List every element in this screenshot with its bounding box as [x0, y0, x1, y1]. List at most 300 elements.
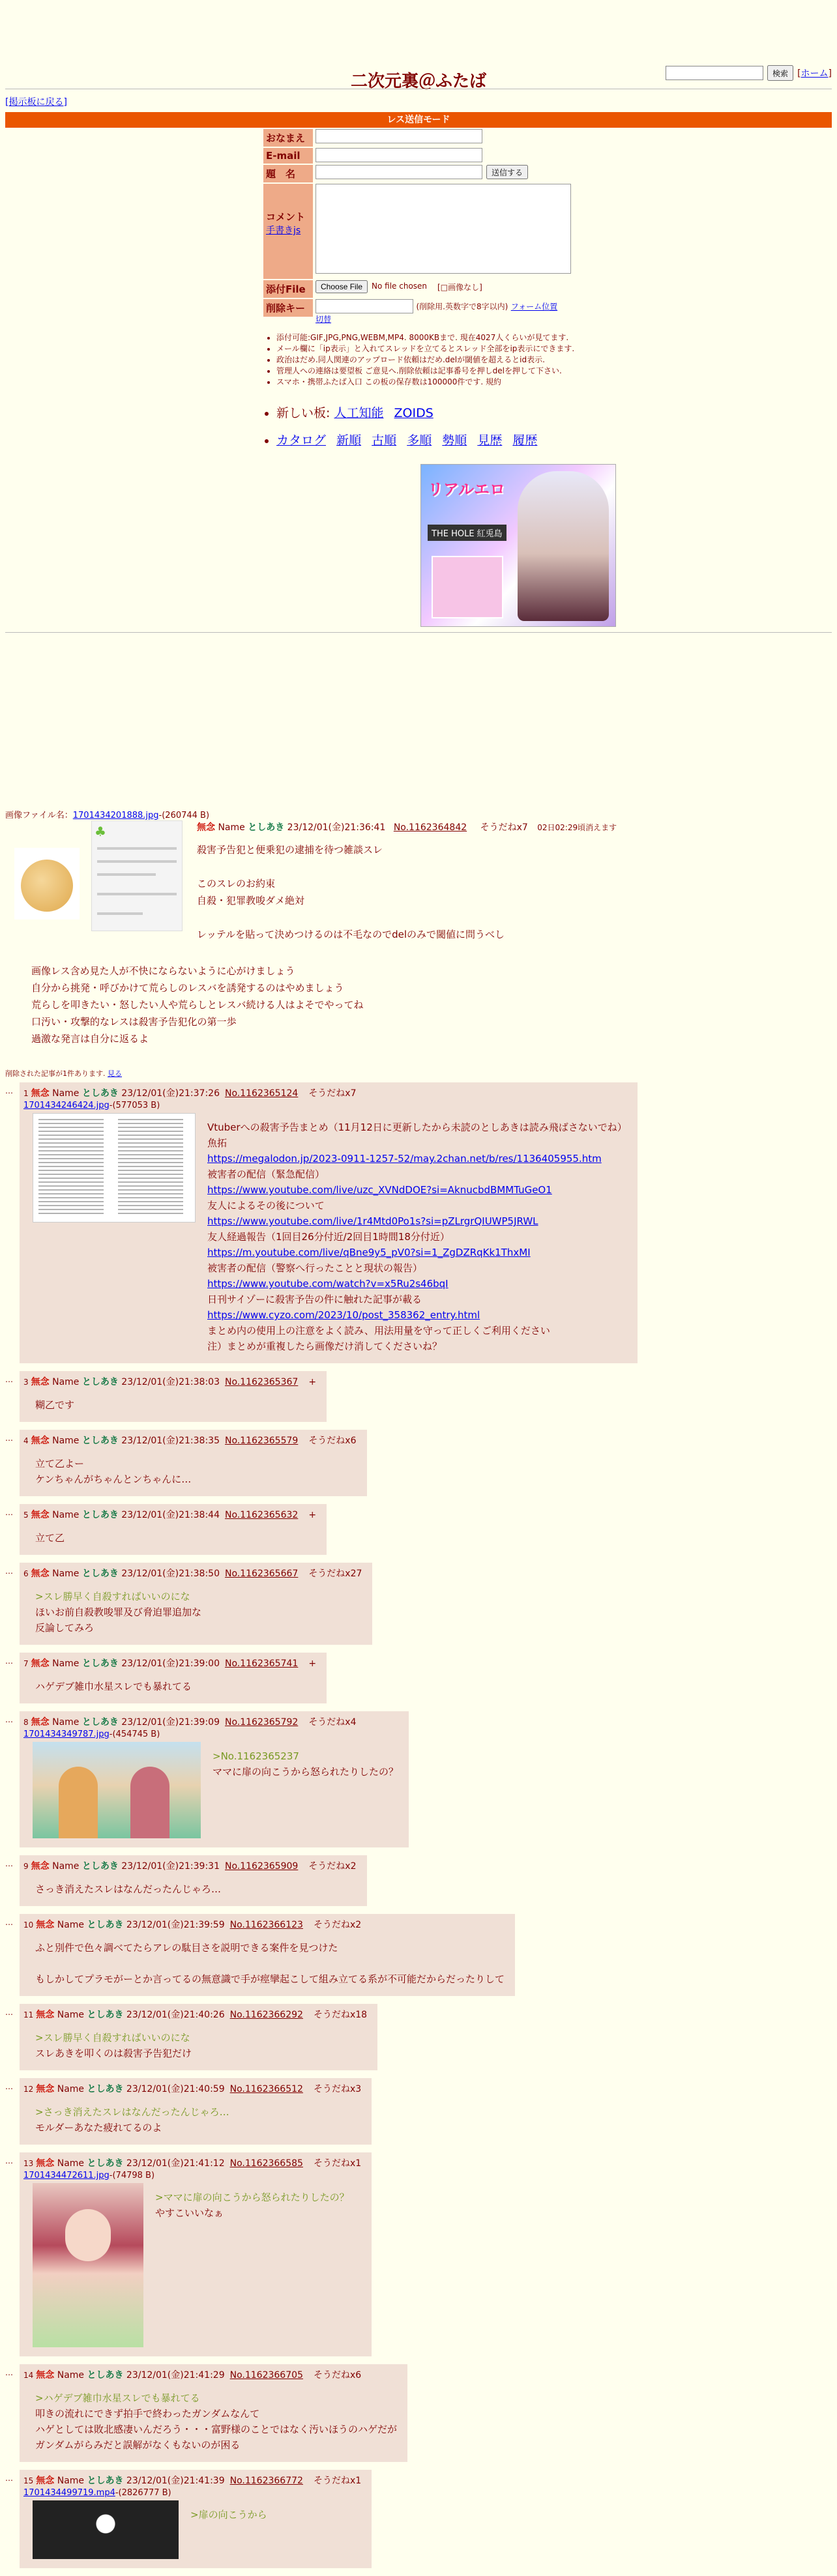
reply-index: 15	[23, 2476, 34, 2485]
post-date: 23/12/01(金)21:38:35	[118, 1436, 220, 1446]
ad-divider	[5, 632, 832, 633]
reply-item	[5, 1430, 827, 1496]
name-label: Name	[49, 1658, 82, 1669]
reply-index: 12	[23, 2085, 34, 2094]
reply-indent: …	[5, 2156, 13, 2165]
post-subject: 無念	[31, 1717, 50, 1728]
comment-quote: >スレ勝早く自殺すればいいのにな	[35, 1591, 190, 1602]
comment-line: 叩きの流れにできず拍手で終わったガンダムなんて	[35, 2408, 260, 2420]
reply-comment	[35, 1397, 316, 1413]
post-name: としあき	[81, 1436, 119, 1446]
reply-index: 5	[23, 1511, 29, 1520]
reply-comment	[35, 1456, 357, 1487]
op-comment-rules	[31, 962, 364, 1047]
sodane-button[interactable]: そうだねx3	[313, 2084, 362, 2094]
name-label: Name	[54, 2084, 87, 2094]
post-subject: 無念	[197, 822, 215, 833]
post-number[interactable]: No.1162365909	[224, 1861, 299, 1872]
rule-item: • 添付可能:GIF,JPG,PNG,WEBM,MP4. 8000KBまで. 現在4027人くらいが見てます.	[276, 332, 602, 343]
reply-index: 3	[23, 1378, 29, 1387]
reply-file-size: -(74798 B)	[109, 2171, 155, 2180]
reply-indent: …	[5, 2474, 13, 2483]
op-filename-line: 画像ファイル名：1701434201888.jpg-(260744 B)	[5, 811, 210, 820]
comment-line: やすこいいなぁ	[155, 2207, 224, 2219]
ad-character-image	[518, 471, 609, 621]
reply-header	[23, 2082, 361, 2095]
post-number[interactable]: No.1162364842	[393, 822, 467, 833]
rule-item: • メール欄に「ip表示」と入れてスレッドを立てるとスレッド全部をip表示にできます.	[276, 343, 602, 355]
post-subject: 無念	[31, 1510, 50, 1520]
subject-label: 題 名	[263, 165, 313, 182]
reply-header	[23, 1434, 357, 1447]
post-date: 23/12/01(金)21:39:09	[118, 1717, 220, 1728]
reply-comment	[213, 1748, 398, 1780]
reply-index: 6	[23, 1569, 29, 1578]
post-name: としあき	[87, 2158, 124, 2169]
post-number[interactable]: No.1162365741	[224, 1658, 299, 1669]
ad-logo: リアルエロ	[428, 480, 506, 499]
post-name: としあき	[87, 2370, 124, 2381]
sodane-button[interactable]: そうだねx7	[308, 1088, 357, 1099]
show-deleted-link[interactable]: 見る	[108, 1069, 122, 1078]
post-subject: 無念	[31, 1658, 50, 1669]
post-subject: 無念	[36, 2158, 55, 2169]
reply-thumbnail[interactable]	[33, 2183, 143, 2347]
comment-line: 荒らしを叩きたい・怒したい人や荒らしとレスバ続ける人はよそでやってね	[31, 999, 364, 1011]
comment-line: ほいお前自殺教唆罪及び脅迫罪追加な	[35, 1606, 202, 1618]
board-link-zoids[interactable]: ZOIDS	[394, 406, 433, 420]
post-number[interactable]: No.1162365632	[224, 1510, 299, 1520]
comment-line: 殺害予告犯と便乗犯の逮捕を待つ雑談スレ	[197, 844, 383, 856]
sodane-button[interactable]: そうだねx6	[308, 1436, 357, 1446]
reply-comment	[190, 2507, 267, 2523]
reply-index: 10	[23, 1920, 34, 1930]
reply-post	[20, 1855, 367, 1906]
comment-line: 自殺・犯罪教唆ダメ絶対	[197, 895, 305, 906]
reply-header	[23, 2156, 361, 2169]
post-number[interactable]: No.1162365124	[224, 1088, 299, 1099]
sort-old-link[interactable]: 古順	[372, 433, 397, 448]
reply-header	[23, 1086, 627, 1099]
reply-indent: …	[5, 1567, 13, 1576]
character-figure	[130, 1767, 169, 1838]
sodane-button[interactable]: そうだねx4	[308, 1717, 357, 1728]
reply-file-link[interactable]: 1701434349787.jpg	[23, 1729, 110, 1739]
comment-line: ふと別件で色々調べてたらアレの駄目さを説明できる案件を見つけた	[35, 1942, 338, 1954]
comment-line: 自分から挑発・呼びかけて荒らしのレスバを誘発するのはやめましょう	[31, 982, 344, 994]
reply-indent: …	[5, 2368, 13, 2377]
comment-line: 画像レス含め見た人が不快にならないように心がけましょう	[31, 965, 295, 977]
reply-indent: …	[5, 1859, 13, 1868]
comment-line: ママに扉の向こうから怒られたりしたの？	[213, 1766, 399, 1778]
reply-file-line	[23, 2488, 361, 2498]
sort-many-link[interactable]: 多順	[407, 433, 432, 448]
post-date: 23/12/01(金)21:39:31	[118, 1861, 220, 1872]
thread	[5, 808, 827, 2576]
history-link[interactable]: 履歴	[512, 433, 538, 448]
reply-comment	[35, 2030, 367, 2061]
no-image-checkbox[interactable]: [□画像なし]	[437, 283, 482, 292]
reply-item	[5, 1082, 827, 1363]
post-subject: 無念	[36, 2476, 55, 2486]
omitted-note: 削除された記事が1件あります. 見る	[5, 1069, 122, 1078]
post-date: 23/12/01(金)21:41:29	[123, 2370, 225, 2381]
sodane-button[interactable]: そうだねx7	[480, 822, 528, 833]
form-position-link[interactable]: フォーム位置	[510, 302, 558, 311]
comment-line: 友人経過報告（1回目26分付近/2回目1時間18分付近）	[207, 1231, 450, 1243]
reply-indent: …	[5, 2008, 13, 2017]
post-name: としあき	[81, 1717, 119, 1728]
reply-header	[23, 1508, 316, 1521]
sort-momentum-link[interactable]: 勢順	[442, 433, 467, 448]
op-comment	[197, 841, 823, 943]
character-face	[65, 2209, 111, 2261]
delete-key-label: 削除キー	[263, 299, 313, 317]
reply-post	[20, 1914, 515, 1996]
post-number[interactable]: No.1162365792	[224, 1717, 299, 1728]
name-label: Name	[54, 1920, 87, 1930]
post-date: 23/12/01(金)21:41:12	[123, 2158, 225, 2169]
name-label: Name	[54, 2476, 87, 2486]
name-label: おなまえ	[263, 129, 313, 147]
delete-time: 02日02:29頃消えます	[537, 823, 617, 832]
post-number[interactable]: No.1162366772	[229, 2476, 303, 2486]
new-boards-row: • 新しい板: 人工知能 ZOIDS	[276, 404, 544, 422]
comment-quote: >No.1162365237	[213, 1750, 299, 1762]
reply-header	[23, 2368, 397, 2381]
reply-index: 11	[23, 2010, 34, 2019]
reply-item	[5, 2078, 827, 2145]
post-name: としあき	[87, 2084, 124, 2094]
post-date: 23/12/01(金)21:38:50	[118, 1569, 220, 1579]
comment-label: コメント 手書きjs	[263, 184, 313, 279]
post-subject: 無念	[31, 1861, 50, 1872]
post-subject: 無念	[31, 1377, 50, 1387]
reply-header	[23, 1715, 398, 1728]
sodane-button[interactable]: そうだねx2	[308, 1861, 357, 1872]
sodane-button[interactable]: +	[308, 1510, 317, 1520]
comment-link[interactable]: https://www.cyzo.com/2023/10/post_358362_entry.html	[207, 1309, 480, 1321]
reply-index: 9	[23, 1862, 29, 1871]
rule-item: • スマホ・携帯ふたば入口 この板の保存数は100000件です. 規約	[276, 377, 602, 388]
comment-line: ケンちゃんがちゃんとンちゃんに…	[35, 1473, 192, 1485]
comment-line: 立て乙よー	[35, 1458, 85, 1469]
reply-indent: …	[5, 1086, 13, 1095]
post-subject: 無念	[36, 1920, 55, 1930]
sodane-button[interactable]: そうだねx2	[313, 1920, 362, 1930]
comment-link[interactable]: https://www.youtube.com/live/1r4Mtd0Po1s?si=pZLrgrQIUWP5JRWL	[207, 1215, 538, 1227]
comment-line: 友人によるその後について	[207, 1200, 325, 1211]
reply-post	[20, 1082, 638, 1363]
email-field[interactable]	[316, 148, 482, 162]
post-subject: 無念	[31, 1436, 50, 1446]
rule-item: • 政治はだめ.同人関連のアップロード依頼はだめ.delが閾値を超えるとid表示.	[276, 355, 602, 366]
reply-body	[23, 1742, 398, 1838]
reply-post	[20, 2152, 372, 2356]
submit-button[interactable]: 送信する	[486, 165, 528, 179]
choose-file-button[interactable]: Choose File	[316, 280, 368, 293]
reply-header	[23, 2474, 361, 2487]
comment-line: 魚拓	[207, 1137, 228, 1149]
reply-item	[5, 2364, 827, 2462]
post-name: としあき	[87, 2010, 124, 2020]
reply-file-line	[23, 1729, 398, 1739]
reply-comment	[35, 2104, 361, 2135]
post-name: としあき	[87, 1920, 124, 1930]
reply-comment	[35, 1530, 316, 1546]
sodane-button[interactable]: そうだねx6	[313, 2370, 362, 2381]
reply-post	[20, 1430, 367, 1496]
comment-line: 被害者の配信（警察へ行ったことと現状の報告）	[207, 1262, 423, 1274]
reply-file-size: -(454745 B)	[109, 1729, 160, 1739]
post-subject: 無念	[36, 2370, 55, 2381]
post-number[interactable]: No.1162366292	[229, 2010, 303, 2020]
reply-item	[5, 1563, 827, 1645]
post-subject: 無念	[36, 2010, 55, 2020]
reply-header	[23, 1375, 316, 1388]
reply-comment	[35, 1679, 316, 1694]
rule-item: • 管理人への連絡は要望板 ご意見へ.削除依頼は記事番号を押しdelを押して下さい.	[276, 366, 602, 377]
name-label: Name	[54, 2158, 87, 2169]
comment-line: 過激な発言は自分に返るよ	[31, 1033, 149, 1045]
post-date: 23/12/01(金)21:38:44	[118, 1510, 220, 1520]
reply-body	[23, 1113, 627, 1354]
name-label: Name	[49, 1569, 82, 1579]
board-nav	[263, 404, 544, 459]
comment-line: 糊乙です	[35, 1399, 75, 1411]
top-search: 検索 [ホーム]	[666, 65, 832, 81]
reply-index: 14	[23, 2371, 34, 2380]
post-number[interactable]: No.1162366585	[229, 2158, 303, 2169]
document-column	[38, 1119, 104, 1217]
post-name: としあき	[81, 1088, 119, 1099]
op-file-link[interactable]: 1701434201888.jpg	[72, 811, 159, 820]
reply-file-size: -(2826777 B)	[115, 2488, 171, 2498]
reply-header	[23, 1657, 316, 1670]
reply-item	[5, 1653, 827, 1703]
post-number[interactable]: No.1162366123	[229, 1920, 303, 1930]
sodane-button[interactable]: そうだねx1	[313, 2476, 362, 2486]
reply-thumbnail[interactable]	[33, 1113, 196, 1223]
comment-line: 注）まとめが重複したら画像だけ消してくださいね？	[207, 1340, 443, 1352]
reply-item	[5, 2004, 827, 2070]
reply-item	[5, 2152, 827, 2356]
post-name: としあき	[81, 1377, 119, 1387]
search-button[interactable]: 検索	[767, 65, 793, 81]
comment-line: ハゲデブ雑巾水星スレでも暴れてる	[35, 1681, 192, 1692]
delete-key-note: (削除用.英数字で8字以内)	[416, 302, 508, 311]
reply-comment	[207, 1120, 627, 1354]
file-label: 添付File	[263, 280, 313, 298]
home-link[interactable]: ホーム	[800, 68, 829, 79]
reply-header	[23, 2008, 367, 2021]
toggle-link[interactable]: 切替	[316, 315, 332, 324]
comment-line: ガンダムがらみだと誤解がなくもないのが困る	[35, 2439, 241, 2451]
post-number[interactable]: No.1162366512	[229, 2084, 303, 2094]
sodane-button[interactable]: そうだねx1	[313, 2158, 362, 2169]
reply-index: 7	[23, 1659, 29, 1668]
post-name: としあき	[81, 1861, 119, 1872]
post-subject: 無念	[31, 1088, 50, 1099]
name-label: Name	[49, 1861, 82, 1872]
delete-key-field[interactable]	[316, 299, 413, 313]
site-title: 二次元裏＠ふたば	[350, 72, 486, 91]
reply-comment	[35, 2390, 397, 2453]
reply-body	[23, 2500, 361, 2559]
sodane-button[interactable]: +	[308, 1377, 317, 1387]
reply-header	[23, 1859, 357, 1872]
comment-line: 反論してみろ	[35, 1622, 95, 1634]
comment-line	[197, 858, 823, 875]
name-label: Name	[49, 1510, 82, 1520]
comment-quote: >さっき消えたスレはなんだったんじゃろ…	[35, 2106, 229, 2118]
sodane-button[interactable]: +	[308, 1658, 317, 1669]
comment-line: Vtuberへの殺害予告まとめ（11月12日に更新したから未読のとしあきは読み飛ばさないでね）	[207, 1122, 627, 1133]
reply-indent: …	[5, 1375, 13, 1384]
post-date: 23/12/01(金)21:36:41	[287, 822, 386, 833]
post-date: 23/12/01(金)21:38:03	[118, 1377, 220, 1387]
ad-caption: THE HOLE 紅兎島	[428, 525, 507, 541]
reply-indent: …	[5, 1657, 13, 1666]
reply-item	[5, 1504, 827, 1555]
reply-file-link[interactable]: 1701434499719.mp4	[23, 2488, 115, 2498]
reply-index: 4	[23, 1436, 29, 1445]
post-number[interactable]: No.1162365579	[224, 1436, 299, 1446]
post-date: 23/12/01(金)21:41:39	[123, 2476, 225, 2486]
ad-banner[interactable]	[420, 464, 616, 627]
board-link-ai[interactable]: 人工知能	[334, 406, 384, 420]
seen-history-link[interactable]: 見歴	[477, 433, 503, 448]
comment-line: ハゲとしては敗北感凄いんだろう・・・富野様のことではなく汚いほうのハゲだが	[35, 2424, 398, 2435]
reply-post	[20, 2078, 372, 2145]
reply-body	[23, 2183, 361, 2347]
comment-link[interactable]: https://www.youtube.com/live/uzc_XVNdDOE?si=AknucbdBMMTuGeO1	[207, 1184, 552, 1196]
comment-line: 立て乙	[35, 1532, 65, 1544]
comment-quote: >スレ勝早く自殺すればいいのにな	[35, 2032, 190, 2044]
reply-list	[5, 1082, 827, 2568]
reply-comment	[35, 1881, 357, 1897]
comment-link[interactable]: https://m.youtube.com/live/qBne9y5_pV0?si=1_ZgDZRqKk1ThxMI	[207, 1247, 531, 1258]
reply-indent: …	[5, 1434, 13, 1443]
reply-item	[5, 1711, 827, 1847]
reply-post	[20, 1563, 372, 1645]
ad-package-image	[432, 556, 503, 618]
comment-line: 口汚い・攻撃的なレスは殺害予告犯化の第一歩	[31, 1016, 237, 1028]
tree-icon: ♣	[95, 824, 106, 839]
reply-file-line	[23, 2171, 361, 2180]
comment-line: まとめ内の使用上の注意をよく読み、用法用量を守って正しくご利用ください	[207, 1325, 550, 1337]
sodane-button[interactable]: そうだねx27	[308, 1569, 362, 1579]
reply-post	[20, 1711, 409, 1847]
comment-line: モルダーあなた疲れてるのよ	[35, 2122, 162, 2134]
post-date: 23/12/01(金)21:39:59	[123, 1920, 225, 1930]
email-label: E-mail	[263, 148, 313, 164]
reply-file-line	[23, 1101, 627, 1110]
post-number[interactable]: No.1162365667	[224, 1569, 299, 1579]
name-field[interactable]	[316, 129, 482, 143]
reply-post	[20, 2004, 377, 2070]
comment-line	[35, 1956, 505, 1971]
reply-file-link[interactable]: 1701434246424.jpg	[23, 1101, 110, 1110]
document-column	[118, 1119, 183, 1217]
post-name: としあき	[81, 1569, 119, 1579]
reply-header	[23, 1918, 505, 1931]
sort-links-row	[276, 431, 544, 450]
sort-new-link[interactable]: 新順	[336, 433, 362, 448]
post-date: 23/12/01(金)21:40:59	[123, 2084, 225, 2094]
comment-link[interactable]: https://megalodon.jp/2023-0911-1257-52/may.2chan.net/b/res/1136405955.htm	[207, 1153, 602, 1165]
reply-file-link[interactable]: 1701434472611.jpg	[23, 2171, 110, 2180]
comment-quote: >ハゲデブ雑巾水星スレでも暴れてる	[35, 2392, 200, 2404]
post-subject: 無念	[31, 1569, 50, 1579]
reply-header	[23, 1567, 362, 1580]
op-thumbnail[interactable]	[5, 820, 189, 933]
reply-thumbnail[interactable]	[33, 1742, 201, 1838]
reply-indent: …	[5, 1508, 13, 1517]
subject-field[interactable]	[316, 165, 482, 179]
comment-line	[197, 909, 823, 926]
post-number[interactable]: No.1162366705	[229, 2370, 303, 2381]
handwrite-link[interactable]: 手書きjs	[266, 225, 301, 236]
reply-comment	[155, 2190, 349, 2221]
back-to-board-link[interactable]: [掲示板に戻る]	[5, 97, 67, 108]
op-thumbnail-emoji	[14, 848, 80, 919]
comment-line: 被害者の配信（緊急配信）	[207, 1168, 325, 1180]
post-name: としあき	[87, 2476, 124, 2486]
reply-file-size: -(577053 B)	[109, 1101, 160, 1110]
reply-post	[20, 2470, 372, 2568]
comment-link[interactable]: https://www.youtube.com/watch?v=x5Ru2s46bqI	[207, 1278, 448, 1290]
comment-field[interactable]	[316, 184, 571, 274]
reply-thumbnail[interactable]	[33, 2500, 179, 2559]
comment-line: さっき消えたスレはなんだったんじゃろ…	[35, 1883, 222, 1895]
catalog-link[interactable]: カタログ	[276, 433, 327, 448]
reply-mode-bar: レス送信モード	[5, 112, 832, 128]
reply-post	[20, 2364, 407, 2462]
post-date: 23/12/01(金)21:40:26	[123, 2010, 225, 2020]
name-label: Name	[54, 2010, 87, 2020]
sodane-button[interactable]: そうだねx18	[313, 2010, 368, 2020]
post-form	[263, 129, 628, 326]
name-label: Name	[49, 1377, 82, 1387]
reply-indent: …	[5, 1715, 13, 1724]
post-date: 23/12/01(金)21:37:26	[118, 1088, 220, 1099]
name-label: Name	[49, 1436, 82, 1446]
reply-indent: …	[5, 2082, 13, 2091]
op-header: 無念 Name としあき 23/12/01(金)21:36:41 No.1162364842 そうだねx7 02日02:29頃消えます	[197, 822, 617, 833]
name-label: Name	[49, 1088, 82, 1099]
reply-index: 1	[23, 1089, 29, 1098]
reply-comment	[35, 1589, 362, 1636]
comment-quote: >扉の向こうから	[190, 2509, 267, 2521]
reply-post	[20, 1504, 327, 1555]
reply-indent: …	[5, 1918, 13, 1927]
comment-line: 日刊サイゾーに殺害予告の件に触れた記事が載る	[207, 1294, 422, 1305]
rules-list	[263, 332, 602, 388]
reply-item	[5, 1855, 827, 1906]
post-date: 23/12/01(金)21:39:00	[118, 1658, 220, 1669]
op-thumbnail-screenshot	[91, 820, 183, 931]
reply-item	[5, 1371, 827, 1422]
file-status: No file chosen	[372, 282, 428, 291]
comment-line: このスレのお約束	[197, 878, 276, 890]
reply-item	[5, 2470, 827, 2568]
post-number[interactable]: No.1162365367	[224, 1377, 299, 1387]
comment-line: もしかしてプラモがーとか言ってるの無意識で手が痙攣起こして組み立てる系が不可能だからだったりして	[35, 1973, 505, 1985]
reply-item	[5, 1914, 827, 1996]
post-name: としあき	[81, 1510, 119, 1520]
op-post	[5, 820, 827, 1045]
